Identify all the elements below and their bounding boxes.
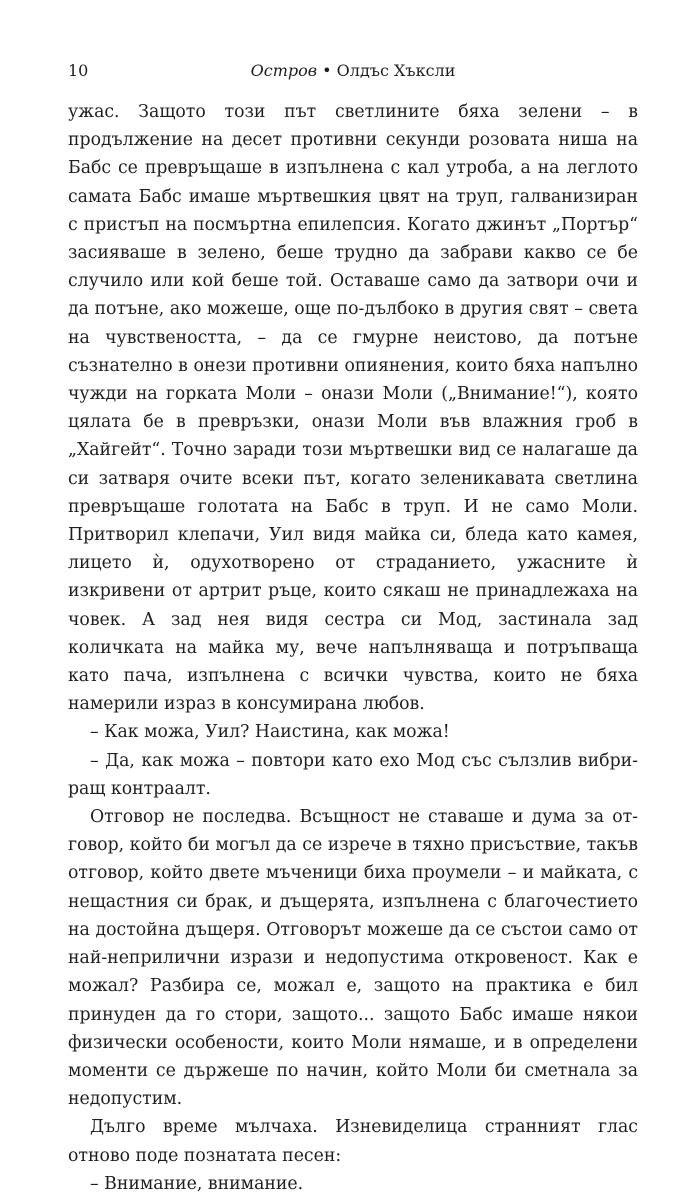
paragraph: – Внимание, внимание. (90, 1173, 304, 1194)
book-title: Остров (250, 61, 318, 80)
running-header (68, 58, 638, 84)
header-title (68, 58, 638, 84)
paragraph: Отговор не последва. Всъщност не ставаше и дума за отговор, който би могъл да се изрече в тяхно присъствие, такъв отговор, който двете мъченици биха проумели – и майката, с нещастния си брак, и дъщерята, изпълнена с благочестието на достойна дъщеря. Отговорът можеше да се състои само от най-неприлични изрази и недопустима откровеност. Как е можал? Разбира се, можал е, защото на практика е бил принуден да го стори, защото... защото Бабс имаше някои физически особености, които Моли нямаше, и в определени моменти се държеше по начин, който Моли би сметнала за недопустим. (68, 807, 638, 1110)
author-name: Олдъс Хъксли (336, 61, 456, 80)
paragraph: ужас. Защото този път светлините бяха зелени – в продължение на десет противни секунди розовата ниша на Бабс се превръщаше в изпълнена с кал утроба, а на леглото самата Бабс имаше мъртвешкия цвят на труп, галванизиран с пристъп на посмъртна епилепсия. Когато джинът „Портър“ засияваше в зелено, беше трудно да забрави какво се бе случило или кой беше той. Оставаше само да затвори очи и да потъне, ако можеше, още по-дълбоко в другия свят – света на чувствеността, – да се гмурне неистово, да потъне съзнателно в онези противни опиянения, които бяха напълно чужди на горката Моли – онази Моли („Внимание!“), която цялата бе в превръзки, онази Моли във влажния гроб в „Хайгейт“. Точно заради този мъртвешки вид се налагаше да си затваря очите всеки път, когато зеленикавата светлина превръщаше голотата на Бабс в труп. И не само Моли. Притворил клепачи, Уил видя майка си, бледа като камея, лицето ѝ, одухотворено от страданието, ужасните ѝ изкривени от артрит ръце, които сякаш не принадлежаха на човек. А зад нея видя сестра си Мод, застинала зад количката на майка му, вече напълняваща и потръпваща като пача, изпълнена с всички чувства, които не бяха намерили израз в консумирана любов. (68, 102, 638, 715)
page-number: 10 (68, 61, 89, 80)
paragraph: – Да, как можа – повтори като ехо Мод със сълзлив вибриращ контраалт. (68, 750, 638, 799)
book-page (68, 58, 638, 1198)
paragraph: – Как можа, Уил? Наистина, как можа! (90, 722, 450, 743)
body-text (68, 98, 638, 1198)
paragraph: Дълго време мълчаха. Изневиделица странният глас отново поде познатата песен: (68, 1117, 638, 1166)
header-separator: • (317, 61, 337, 80)
